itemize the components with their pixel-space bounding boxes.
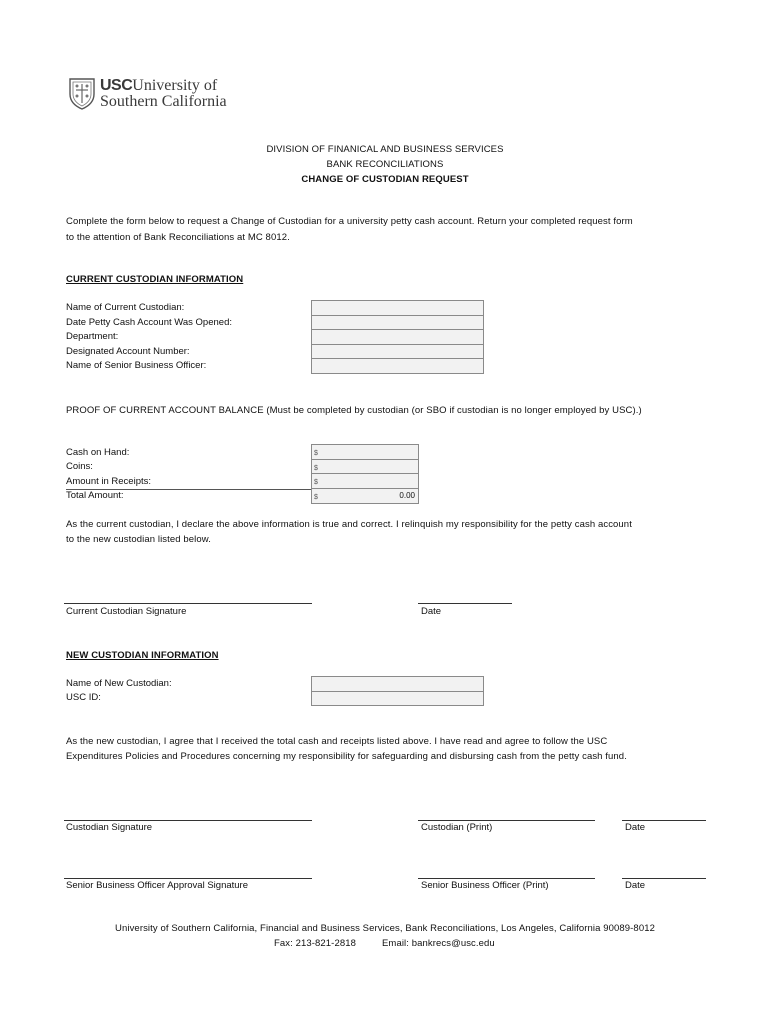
total-separator — [66, 489, 311, 490]
logo-line1: University of — [132, 77, 218, 94]
currency-symbol: $ — [314, 465, 318, 472]
custodian-print-label: Custodian (Print) — [421, 822, 493, 833]
total-amount-label: Total Amount: — [66, 490, 124, 501]
balance-fields — [311, 444, 419, 504]
sbo-date-line[interactable] — [622, 878, 706, 879]
usc-seal-icon — [68, 76, 96, 110]
coins-field[interactable] — [312, 460, 418, 474]
custodian-print-line[interactable] — [418, 820, 595, 821]
sbo-print-label: Senior Business Officer (Print) — [421, 880, 549, 891]
department-label: Department: — [66, 331, 119, 342]
receipts-field[interactable] — [312, 474, 418, 489]
cash-on-hand-label: Cash on Hand: — [66, 447, 130, 458]
division-heading: DIVISION OF FINANICAL AND BUSINESS SERVICES — [266, 144, 504, 155]
custodian-date-label: Date — [625, 822, 646, 833]
current-name-field[interactable] — [312, 301, 483, 316]
proof-heading: PROOF OF CURRENT ACCOUNT BALANCE (Must be completed by custodian (or SBO if custodian is no longer employed by USC).) — [66, 405, 642, 416]
custodian-signature-line[interactable] — [64, 820, 312, 821]
usc-id-label: USC ID: — [66, 692, 101, 703]
new-name-label: Name of New Custodian: — [66, 678, 172, 689]
current-date-label: Date — [421, 606, 442, 617]
opened-date-field[interactable] — [312, 316, 483, 330]
department-heading: BANK RECONCILIATIONS — [326, 159, 444, 170]
new-name-field[interactable] — [312, 677, 483, 692]
sbo-signature-label: Senior Business Officer Approval Signature — [66, 880, 249, 891]
total-amount-field — [312, 489, 418, 503]
total-amount-value: 0.00 — [399, 491, 415, 500]
account-number-field[interactable] — [312, 345, 483, 359]
current-custodian-heading: CURRENT CUSTODIAN INFORMATION — [66, 274, 244, 285]
sbo-name-label: Name of Senior Business Officer: — [66, 360, 207, 371]
currency-symbol: $ — [314, 450, 318, 457]
current-custodian-fields — [311, 300, 484, 374]
footer-email[interactable]: Email: bankrecs@usc.edu — [382, 938, 495, 949]
new-declaration-line-2: Expenditures Policies and Procedures concerning my responsibility for safeguarding and disbursing cash from the petty cash fund. — [66, 751, 627, 762]
receipts-label: Amount in Receipts: — [66, 476, 152, 487]
current-signature-label: Current Custodian Signature — [66, 606, 187, 617]
logo-line2: Southern California — [100, 93, 227, 110]
current-declaration-line-1: As the current custodian, I declare the above information is true and correct. I relinquish my responsibility for the petty cash account — [66, 519, 632, 530]
cash-on-hand-field[interactable] — [312, 445, 418, 460]
sbo-signature-line[interactable] — [64, 878, 312, 879]
intro-line-2: to the attention of Bank Reconciliations at MC 8012. — [66, 232, 290, 243]
current-signature-line[interactable] — [64, 603, 312, 604]
form-title: CHANGE OF CUSTODIAN REQUEST — [301, 174, 469, 185]
custodian-signature-label: Custodian Signature — [66, 822, 153, 833]
new-custodian-heading: NEW CUSTODIAN INFORMATION — [66, 650, 219, 661]
sbo-date-label: Date — [625, 880, 646, 891]
footer-fax: Fax: 213-821-2818 — [274, 938, 356, 949]
intro-line-1: Complete the form below to request a Change of Custodian for a university petty cash account. Return your completed request form — [66, 216, 633, 227]
logo-usc: USC — [100, 77, 133, 94]
currency-symbol: $ — [314, 494, 318, 501]
sbo-name-field[interactable] — [312, 359, 483, 373]
currency-symbol: $ — [314, 479, 318, 486]
sbo-print-line[interactable] — [418, 878, 595, 879]
usc-id-field[interactable] — [312, 692, 483, 705]
opened-date-label: Date Petty Cash Account Was Opened: — [66, 317, 232, 328]
account-number-label: Designated Account Number: — [66, 346, 190, 357]
new-custodian-fields — [311, 676, 484, 706]
custodian-date-line[interactable] — [622, 820, 706, 821]
usc-logo — [68, 76, 238, 112]
current-declaration-line-2: to the new custodian listed below. — [66, 534, 211, 545]
current-name-label: Name of Current Custodian: — [66, 302, 185, 313]
current-date-line[interactable] — [418, 603, 512, 604]
coins-label: Coins: — [66, 461, 93, 472]
footer-address: University of Southern California, Financial and Business Services, Bank Reconciliations, Los Angeles, California 90089-8012 — [115, 923, 655, 934]
new-declaration-line-1: As the new custodian, I agree that I received the total cash and receipts listed above. I have read and agree to follow the USC — [66, 736, 608, 747]
department-field[interactable] — [312, 330, 483, 345]
